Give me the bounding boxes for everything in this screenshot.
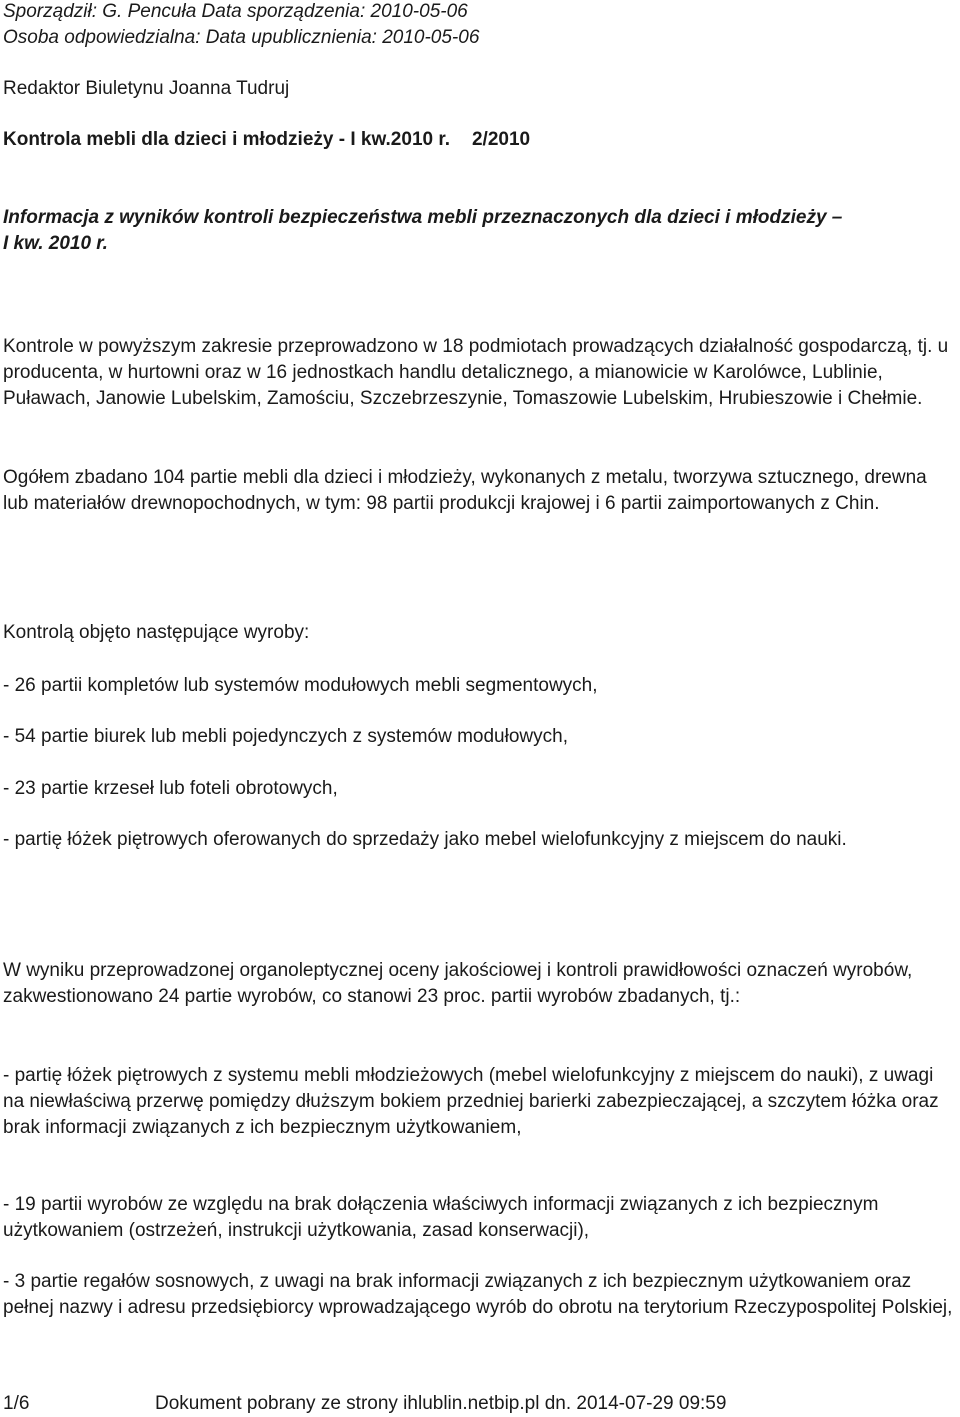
finding-missing-info: - 19 partii wyrobów ze względu na brak dołączenia właściwych informacji związanych z ich bezpiecznym użytkowaniem (ostrzeżeń, instrukcji użytkowania, zasad konserwacji),: [3, 1194, 879, 1241]
editor-line: Redaktor Biuletynu Joanna Tudruj: [3, 78, 290, 99]
document-subtitle-line1: Informacja z wyników kontroli bezpieczeństwa mebli przeznaczonych dla dzieci i młodzieży –: [3, 207, 843, 228]
finding-pine-shelves: - 3 partie regałów sosnowych, z uwagi na brak informacji związanych z ich bezpiecznym użytkowaniem oraz pełnej nazwy i adresu przedsiębiorcy wprowadzającego wyrób do obrotu na terytorium Rzeczypospolitej Polskiej,: [3, 1271, 953, 1318]
responsible-line: Osoba odpowiedzialna: Data upublicznienia: 2010-05-06: [3, 27, 480, 48]
paragraph-batches-examined: Ogółem zbadano 104 partie mebli dla dzieci i młodzieży, wykonanych z metalu, tworzywa sztucznego, drewna lub materiałów drewnopochodnych, w tym: 98 partii produkcji krajowej i 6 partii zaimportowanych z Chin.: [3, 467, 927, 514]
list-item-bunk-beds: - partię łóżek piętrowych oferowanych do sprzedaży jako mebel wielofunkcyjny z miejscem do nauki.: [3, 829, 847, 850]
document-subtitle-line2: I kw. 2010 r.: [3, 233, 108, 254]
download-source: Dokument pobrany ze strony ihlublin.netbip.pl dn. 2014-07-29 09:59: [155, 1393, 727, 1414]
page-number: 1/6: [3, 1393, 30, 1414]
document-number: 2/2010: [471, 129, 531, 150]
document-title: [3, 127, 530, 153]
paragraph-results: W wyniku przeprowadzonej organoleptycznej oceny jakościowej i kontroli prawidłowości oznaczeń wyrobów, zakwestionowano 24 partie wyrobów, co stanowi 23 proc. partii wyrobów zbadanych, tj.:: [3, 960, 913, 1007]
list-item-chairs: - 23 partie krzeseł lub foteli obrotowych,: [3, 778, 338, 799]
page-footer: [3, 1391, 953, 1417]
finding-bunk-beds: - partię łóżek piętrowych z systemu mebli młodzieżowych (mebel wielofunkcyjny z miejscem do nauki), z uwagi na niewłaściwą przerwę pomiędzy dłuższym bokiem przedniej barierki zabezpieczającej, a szczytem łóżka oraz brak informacji związanych z ich bezpiecznym użytkowaniem,: [3, 1065, 939, 1138]
paragraph-inspections-scope: Kontrole w powyższym zakresie przeprowadzono w 18 podmiotach prowadzących działalność gospodarczą, tj. u producenta, w hurtowni oraz w 16 jednostkach handlu detalicznego, a mianowicie w Karolówce, Lublinie, Puławach, Janowie Lubelskim, Zamościu, Szczebrzeszynie, Tomaszowie Lubelskim, Hrubieszowie i Chełmie.: [3, 336, 949, 409]
list-item-sets: - 26 partii kompletów lub systemów modułowych mebli segmentowych,: [3, 675, 598, 696]
document-title-text: Kontrola mebli dla dzieci i młodzieży - I kw.2010 r.: [3, 129, 450, 150]
list-item-desks: - 54 partie biurek lub mebli pojedynczych z systemów modułowych,: [3, 726, 568, 747]
paragraph-products-intro: Kontrolą objęto następujące wyroby:: [3, 622, 310, 643]
author-line: Sporządził: G. Pencuła Data sporządzenia: 2010-05-06: [3, 1, 468, 22]
